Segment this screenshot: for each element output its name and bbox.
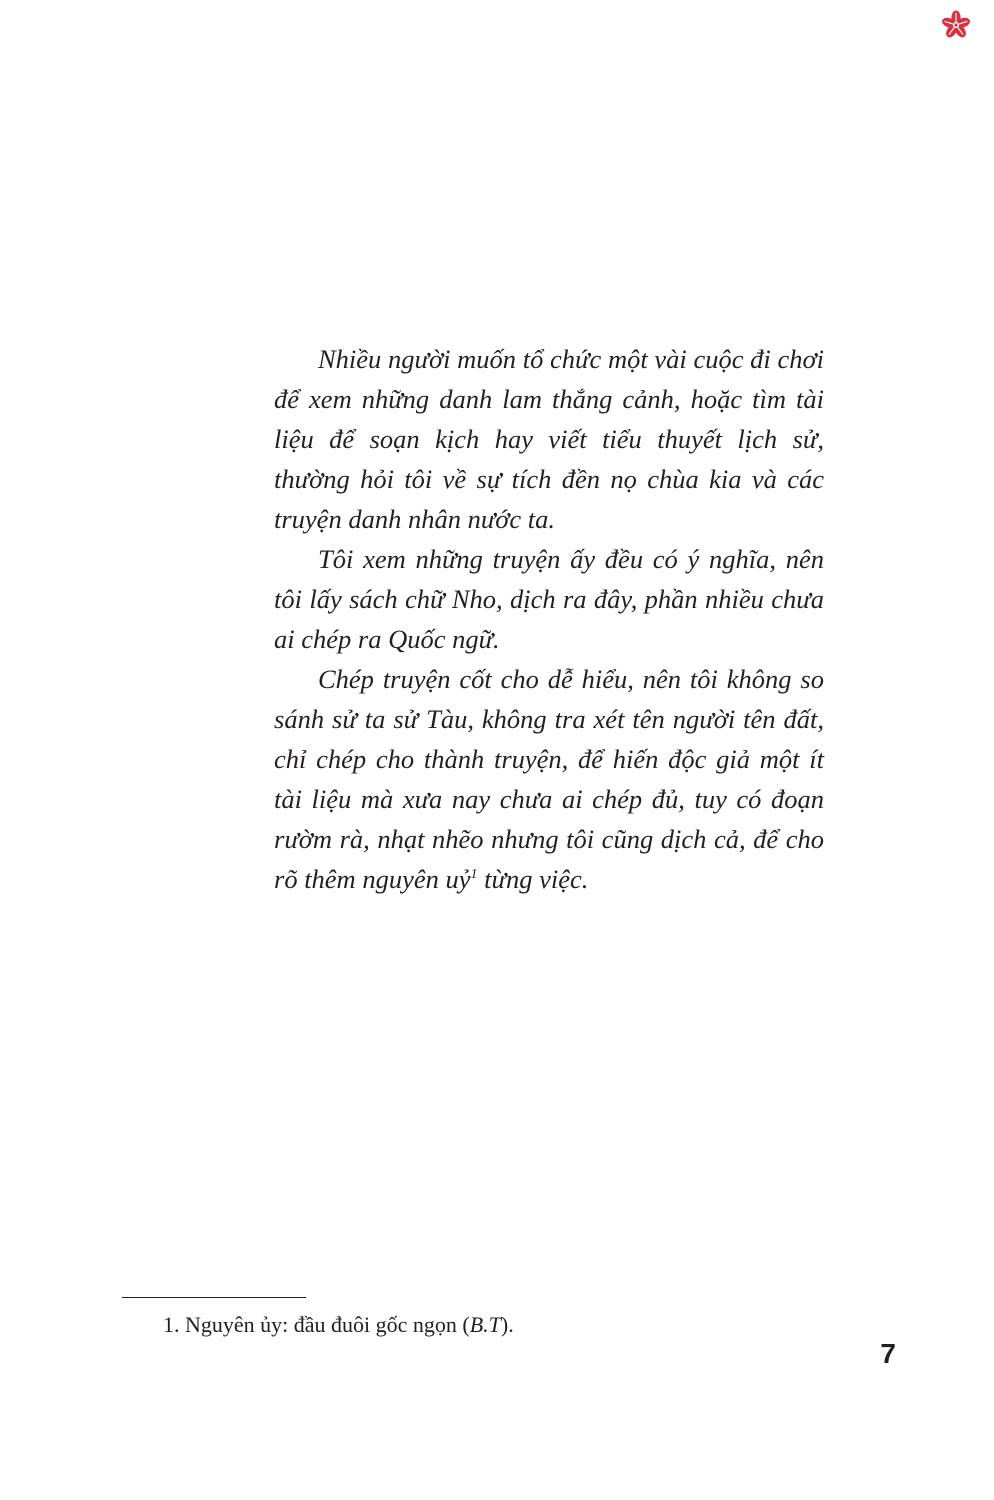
footnote-text: 1. Nguyên ủy: đầu đuôi gốc ngọn ( [163, 1312, 470, 1337]
footnote-reference[interactable]: 1 [470, 867, 478, 883]
footnote-source: B.T [469, 1312, 501, 1337]
main-text [274, 339, 824, 899]
paragraph-2: Tôi xem những truyện ấy đều có ý nghĩa, nên tôi lấy sách chữ Nho, dịch ra đây, phần nhiều chưa ai chép ra Quốc ngữ. [274, 544, 824, 654]
flower-ornament-icon [941, 10, 971, 40]
paragraph-1: Nhiều người muốn tổ chức một vài cuộc đi chơi để xem những danh lam thắng cảnh, hoặc tìm tài liệu để soạn kịch hay viết tiểu thuyết lịch sử, thường hỏi tôi về sự tích đền nọ chùa kia và các truyện danh nhân nước ta. [274, 344, 824, 534]
page-number: 7 [880, 1338, 896, 1369]
footnote-divider [122, 1297, 306, 1298]
paragraph-3-text: Chép truyện cốt cho dễ hiểu, nên tôi không so sánh sử ta sử Tàu, không tra xét tên người tên đất, chỉ chép cho thành truyện, để hiến độc giả một ít tài liệu mà xưa nay chưa ai chép đủ, tuy có đoạn rườm rà, nhạt nhẽo nhưng tôi cũng dịch cả, để cho rõ thêm nguyên uỷ [274, 664, 824, 894]
footnote [163, 1310, 514, 1340]
footnote-closing: ). [500, 1312, 514, 1337]
flower-ornament-graphic [941, 10, 971, 40]
paragraph-3-text-end: từng việc. [477, 864, 589, 894]
paragraph-3 [274, 659, 824, 899]
